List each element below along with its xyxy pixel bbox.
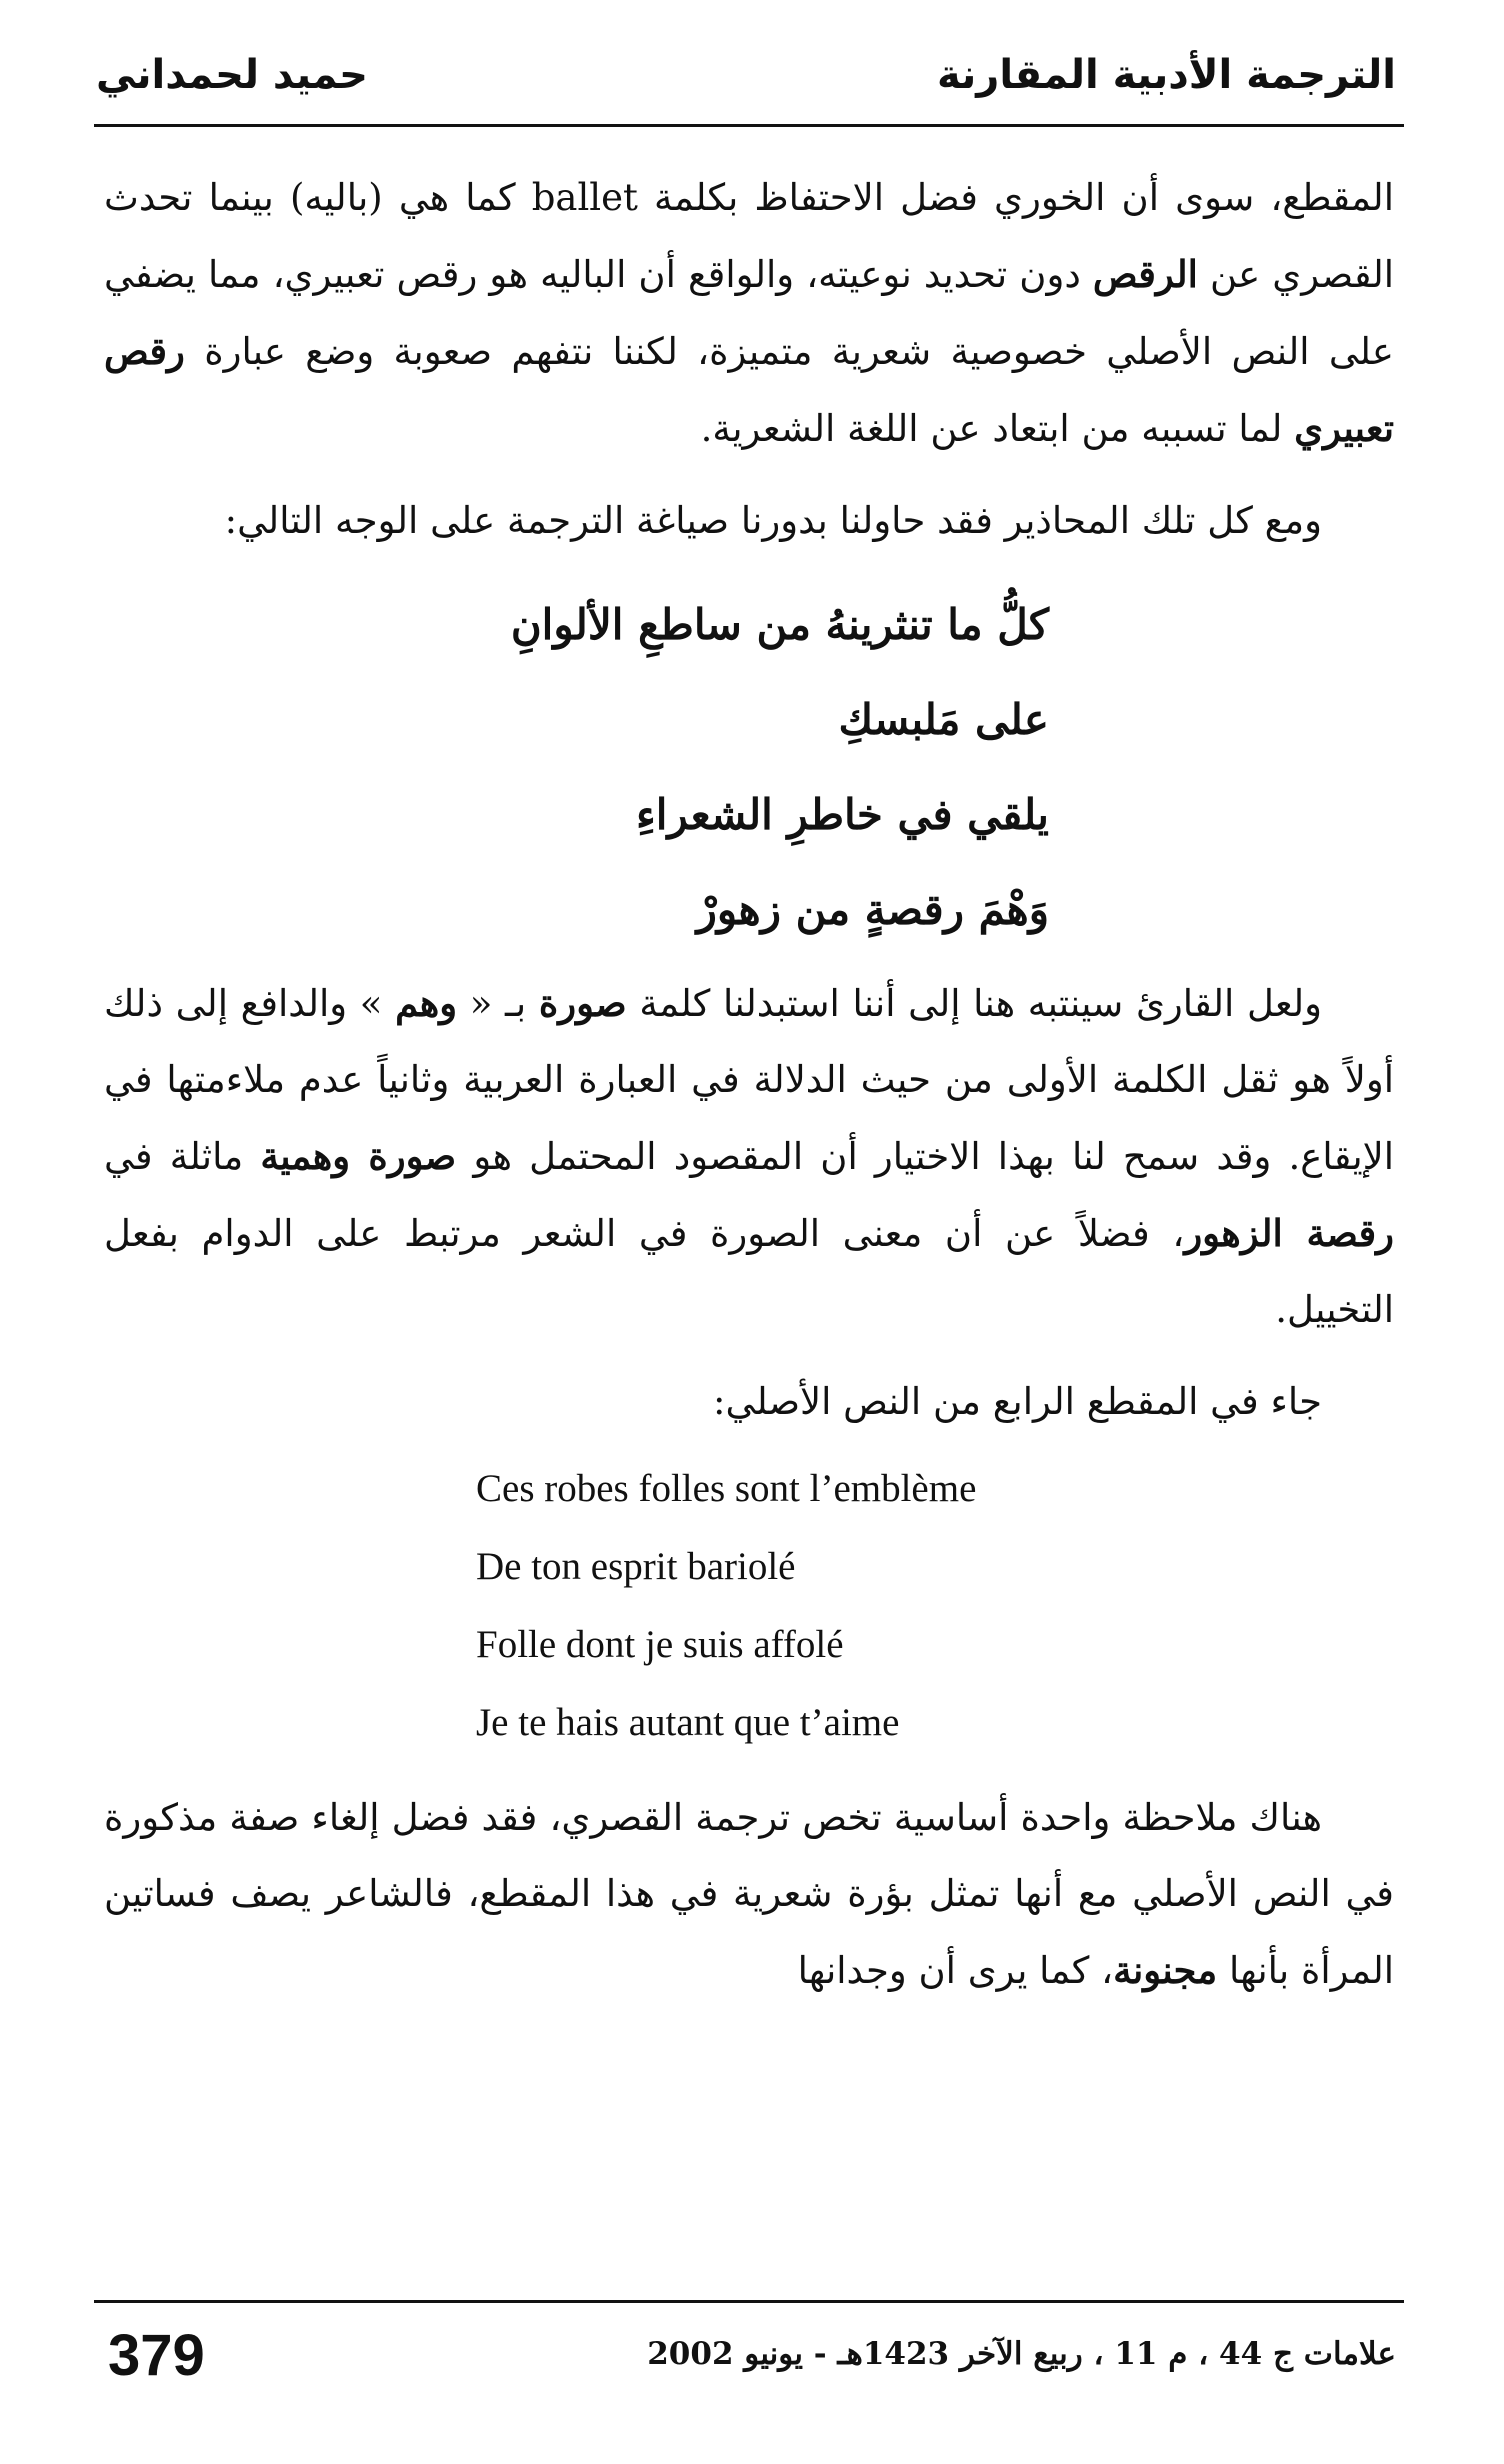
footer-rule xyxy=(94,2300,1404,2303)
text-run: بـ « xyxy=(457,982,539,1025)
verse-line: كلُّ ما تنثرينهُ من ساطعِ الألوانِ xyxy=(510,600,1049,649)
bold-term: رقص تعبيري xyxy=(104,329,1394,450)
header-rule xyxy=(94,124,1404,127)
bold-term: صورة xyxy=(538,981,627,1025)
text-run: المقطع، سوى أن الخوري فضل الاحتفاظ بكلمة ballet كما هي (باليه) بينما تحدث القصري عن xyxy=(104,176,1394,296)
running-header-title: الترجمة الأدبية المقارنة xyxy=(937,52,1396,98)
verse-line: يلقي في خاطرِ الشعراءِ xyxy=(636,790,1049,839)
text-run: دون تحديد نوعيته، والواقع أن الباليه هو رقص تعبيري، مما يضفي على النص الأصلي خصوصية شعرية متميزة، لكننا نتفهم صعوبة وضع عبارة xyxy=(104,253,1394,373)
paragraph-4: جاء في المقطع الرابع من النص الأصلي: xyxy=(713,1380,1322,1423)
body-text xyxy=(104,160,1394,2009)
text-run: ، فضلاً عن أن معنى الصورة في الشعر مرتبط على الدوام بفعل التخييل. xyxy=(104,1212,1394,1331)
bold-term: مجنونة xyxy=(1113,1948,1218,1992)
verse-line: على مَلبسكِ xyxy=(838,695,1049,744)
text-run: ولعل القارئ سينتبه هنا إلى أننا استبدلنا كلمة xyxy=(626,982,1322,1025)
page-number: 379 xyxy=(108,2323,205,2388)
bold-term: وهم xyxy=(395,981,458,1025)
verse-line: De ton esprit bariolé xyxy=(476,1545,796,1588)
text-run: هناك ملاحظة واحدة أساسية تخص ترجمة القصري، فقد فضل إلغاء صفة مذكورة في النص الأصلي مع أنها تمثل بؤرة شعرية في هذا المقطع، فالشاعر يصف فساتين المرأة بأنها xyxy=(104,1796,1394,1992)
paragraph-5 xyxy=(104,1780,1394,2009)
journal-reference: علامات ج 44 ، م 11 ، ربيع الآخر 1423هـ - يونيو 2002 xyxy=(647,2336,1396,2372)
bold-term: رقصة الزهور xyxy=(1184,1211,1394,1255)
text-run: ، كما يرى أن وجدانها xyxy=(797,1949,1114,1992)
french-verse xyxy=(476,1450,1394,1762)
text-run: » والدافع إلى ذلك أولاً هو ثقل الكلمة الأولى من حيث الدلالة في العبارة العربية وثانياً عدم ملاءمتها في الإيقاع. وقد سمح لنا بهذا الاختيار أن المقصود المحتمل هو xyxy=(104,982,1394,1178)
verse-line: وَهْمَ رقصةٍ من زهورْ xyxy=(696,885,1049,934)
text-run: لما تسببه من ابتعاد عن اللغة الشعرية. xyxy=(700,407,1295,450)
verse-line: Ces robes folles sont l’emblème xyxy=(476,1467,977,1510)
paragraph-3 xyxy=(104,965,1394,1348)
paragraph-1 xyxy=(104,160,1394,467)
bold-term: صورة وهمية xyxy=(260,1134,457,1178)
running-header-author: حميد لحمداني xyxy=(96,52,368,98)
text-run: ماثلة في xyxy=(104,1135,261,1178)
verse-line: Folle dont je suis affolé xyxy=(476,1623,844,1666)
bold-term: الرقص xyxy=(1092,252,1198,296)
arabic-verse xyxy=(104,577,1394,957)
verse-line: Je te hais autant que t’aime xyxy=(476,1701,900,1744)
paragraph-2: ومع كل تلك المحاذير فقد حاولنا بدورنا صياغة الترجمة على الوجه التالي: xyxy=(224,499,1322,542)
